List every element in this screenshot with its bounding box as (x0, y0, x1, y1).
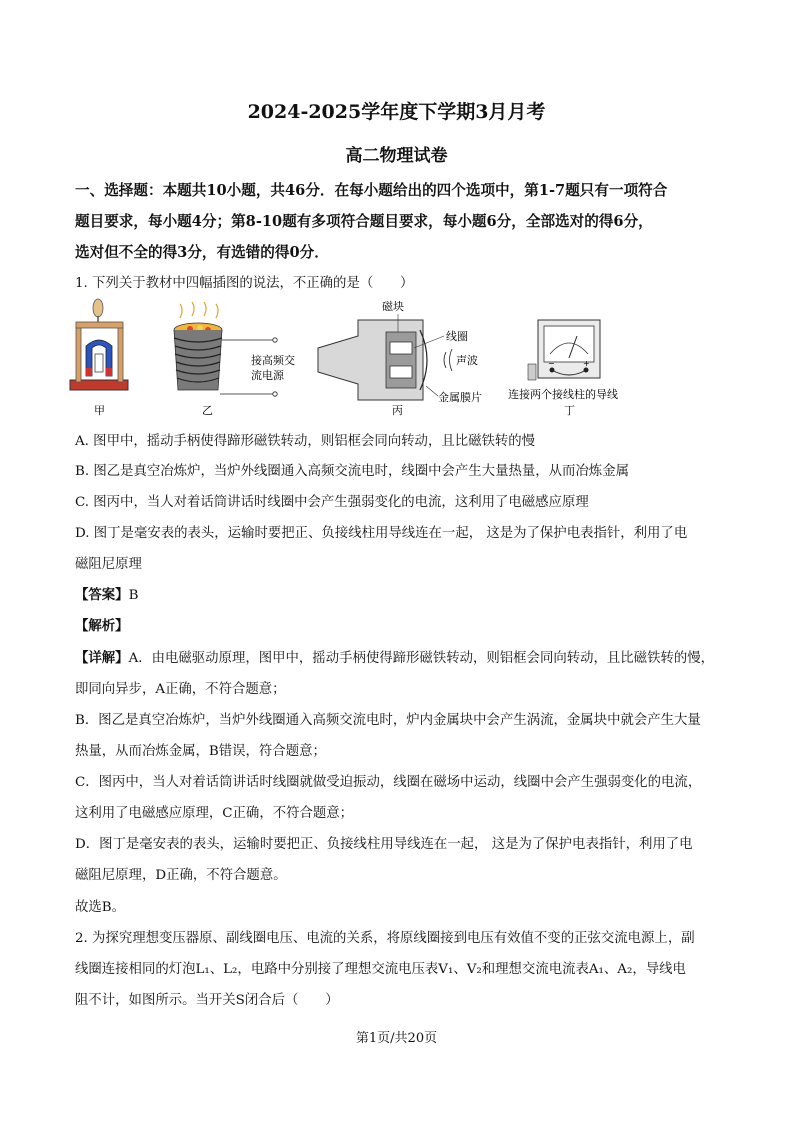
ding-plus: + (583, 359, 590, 368)
q2-line-1: 2. 为探究理想变压器原、副线圈电压、电流的关系，将原线圈接到电压有效值不变的正弦交流电源上，副 (75, 931, 695, 946)
q1-conclusion: 故选B。 (75, 900, 126, 915)
q1-detail-a-line-1 (75, 647, 725, 666)
answer-tag: 【答案】 (75, 587, 129, 603)
page-footer: 第1页/共20页 (355, 1031, 438, 1046)
analysis-tag: 【解析】 (75, 618, 129, 634)
bing-coil: 线圈 (446, 330, 468, 343)
label-bing: 丙 (392, 404, 403, 417)
figure-bing (318, 299, 482, 417)
q1-option-d-line-2: 磁阻尼原理 (75, 557, 142, 572)
q1-detail-b-line-1: B．图乙是真空冶炼炉，当炉外线圈通入高频交流电时，炉内金属块中会产生涡流，金属块中就会产生大量 (75, 713, 701, 728)
bing-film: 金属膜片 (438, 391, 482, 404)
detail-tag: 【详解】 (75, 650, 129, 666)
section-intro-line-3: 选对但不全的得3分，有选错的得0分． (75, 244, 329, 261)
q1-option-c: C. 图丙中，当人对着话筒讲话时线圈中会产生强弱变化的电流，这利用了电磁感应原理 (75, 495, 589, 510)
ding-caption: 连接两个接线柱的导线 (508, 388, 618, 401)
figure-yi (174, 302, 295, 417)
q1-figure (68, 298, 628, 420)
q1-option-a: A. 图甲中，摇动手柄使得蹄形磁铁转动，则铝框会同向转动，且比磁铁转的慢 (75, 434, 536, 449)
figure-jia (70, 299, 128, 417)
q1-detail-c-line-1: C．图丙中，当人对着话筒讲话时线圈就做受迫振动，线圈在磁场中运动，线圈中会产生强弱变化的电流， (75, 775, 702, 790)
q1-analysis-tag (75, 615, 725, 634)
label-yi: 乙 (202, 404, 213, 417)
ding-minus: − (548, 359, 555, 368)
q1-detail-b-line-2: 热量，从而冶炼金属，B错误，符合题意； (75, 744, 326, 759)
q1-option-b: B. 图乙是真空冶炼炉，当炉外线圈通入高频交流电时，线圈中会产生大量热量，从而冶炼金属 (75, 464, 629, 479)
q1-detail-d-line-2: 磁阻尼原理，D正确，不符合题意。 (75, 868, 287, 883)
detail-a-text-1: A．由电磁驱动原理，图甲中，摇动手柄使得蹄形磁铁转动，则铝框会同向转动，且比磁铁转的慢， (128, 651, 715, 666)
section-intro-line-2: 题目要求，每小题4分；第8-10题有多项符合题目要求，每小题6分，全部选对的得6分， (75, 213, 653, 230)
figure-ding (508, 320, 618, 417)
bing-sound: 声波 (456, 354, 478, 367)
q2-line-2: 线圈连接相同的灯泡L₁、L₂，电路中分别接了理想交流电压表V₁、V₂和理想交流电流表A₁、A₂，导线电 (75, 962, 686, 977)
label-ding: 丁 (564, 404, 575, 417)
q1-detail-c-line-2: 这利用了电磁感应原理，C正确，不符合题意； (75, 806, 354, 821)
section-intro-line-1: 一、选择题：本题共10小题，共46分．在每小题给出的四个选项中，第1-7题只有一项符合 (75, 182, 668, 199)
yi-text-1: 接高频交 (251, 354, 295, 367)
q1-stem: 1. 下列关于教材中四幅插图的说法，不正确的是（ ） (75, 276, 414, 291)
q1-option-d-line-1: D. 图丁是毫安表的表头，运输时要把正、负接线柱用导线连在一起， 这是为了保护电表指针，利用了电 (75, 526, 688, 541)
q1-detail-d-line-1: D．图丁是毫安表的表头，运输时要把正、负接线柱用导线连在一起， 这是为了保护电表指针，利用了电 (75, 837, 693, 852)
q2-line-3: 阻不计，如图所示。当开关S闭合后（ ） (75, 993, 339, 1008)
q1-detail-a-line-2: 即同向异步，A正确，不符合题意； (75, 682, 286, 697)
exam-title: 2024-2025学年度下学期3月月考 (247, 101, 546, 123)
yi-text-2: 流电源 (251, 369, 284, 382)
answer-value: B (128, 588, 139, 603)
label-jia: 甲 (94, 404, 105, 417)
q1-answer (75, 584, 725, 603)
exam-subtitle: 高二物理试卷 (345, 146, 448, 166)
bing-magnet: 磁块 (382, 300, 404, 313)
